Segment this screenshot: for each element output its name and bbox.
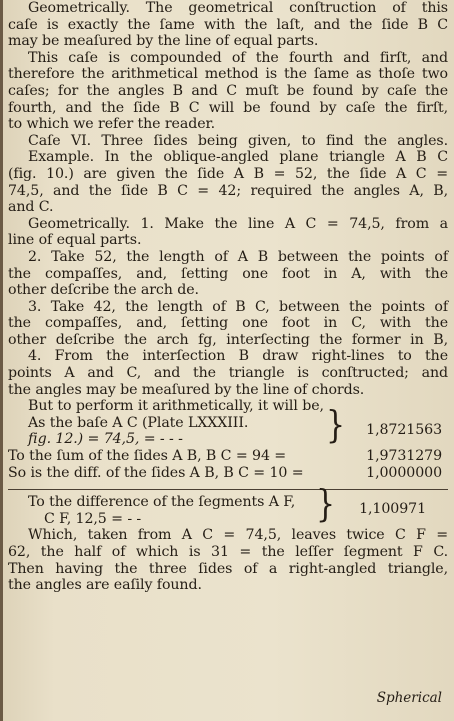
proportion-term: To the ſum of the ſides A B, B C = 94 = [8, 448, 287, 465]
text-line: 62, the half of which is 31 = the leſſer ſegment F C. [8, 544, 448, 560]
proportion-row-4b [8, 511, 448, 528]
text-line: Geometrically. 1. Make the line A C = 74,5, from a [28, 215, 448, 232]
text-line: the compaſſes, and, ſetting one foot in C, with the [8, 315, 448, 332]
text-line: Geometrically. The geometrical conſtruction of this [28, 0, 448, 16]
logarithm-value: 1,100971 [359, 501, 426, 518]
logarithm-value: 1,0000000 [366, 464, 442, 481]
proportion-row-2 [8, 448, 448, 465]
text-line: 2. Take 52, the length of A B between the points of [28, 248, 448, 265]
text-line: the angles are eaſily found. [8, 577, 202, 594]
text-line: to which we refer the reader. [8, 116, 216, 133]
text-line: 74,5, and the ſide B C = 42; required the angles A, B, [8, 182, 448, 199]
text-line: the compaſſes, and, ſetting one foot in A, with the [8, 265, 448, 282]
text-line: and C. [8, 199, 54, 216]
text-line: Which, taken from A C = 74,5, leaves twice C F = [28, 527, 448, 544]
text-line: 3. Take 42, the length of B C, between the points of [28, 298, 448, 315]
section-heading: Caſe VI. Three ſides being given, to find the angles. [28, 132, 448, 149]
proportion-term: So is the diff. of the ſides A B, B C = 10 = [8, 464, 304, 481]
text-line: therefore the arithmetical method is the ſame as thoſe two [8, 66, 448, 83]
text-line: Example. In the oblique-angled plane triangle A B C [28, 149, 448, 166]
brace-icon: } [326, 403, 345, 448]
text-line: points A and C, and the triangle is conſtructed; and [8, 365, 448, 382]
text-line: Then having the three ſides of a right-angled triangle, [8, 560, 448, 577]
page-text [8, 0, 448, 594]
text-line: other deſcribe the arch de. [8, 282, 199, 299]
proportion-term: As the baſe A C (Plate LXXXIII. [28, 414, 249, 431]
text-line: other deſcribe the arch fg, interſecting the former in B, [8, 331, 448, 348]
text-line: But to perform it arithmetically, it will be, [28, 398, 324, 415]
text-line: caſe is exactly the ſame with the laſt, and the ſide B C [8, 16, 448, 33]
proportion-term: fig. 12.) = 74,5, = - - - [28, 431, 183, 448]
brace-icon: } [316, 482, 335, 527]
page-gutter [0, 0, 3, 721]
logarithm-value: 1,9731279 [366, 448, 442, 465]
text-line: This caſe is compounded of the fourth and firſt, and [28, 49, 448, 66]
divider-rule [8, 489, 448, 490]
logarithm-value: 1,8721563 [366, 421, 442, 438]
proportion-term: C F, 12,5 = - - [44, 510, 142, 527]
text-line: fourth, and the ſide B C will be found by caſe the firſt, [8, 99, 448, 116]
text-line: may be meaſured by the line of equal parts. [8, 33, 319, 50]
text-line: (fig. 10.) are given the ſide A B = 52, the ſide A C = [8, 165, 448, 182]
proportion-row-1b [8, 431, 448, 448]
text-line: caſes; for the angles B and C muſt be found by caſe the [8, 82, 448, 99]
proportion-row-3 [8, 465, 448, 482]
catchword: Spherical [376, 690, 442, 706]
proportion-term: To the difference of the ſegments A F, [28, 494, 296, 511]
text-line: 4. From the interſection B draw right-lines to the [28, 348, 448, 365]
text-line: the angles may be meaſured by the line of chords. [8, 381, 365, 398]
text-line: line of equal parts. [8, 232, 142, 249]
